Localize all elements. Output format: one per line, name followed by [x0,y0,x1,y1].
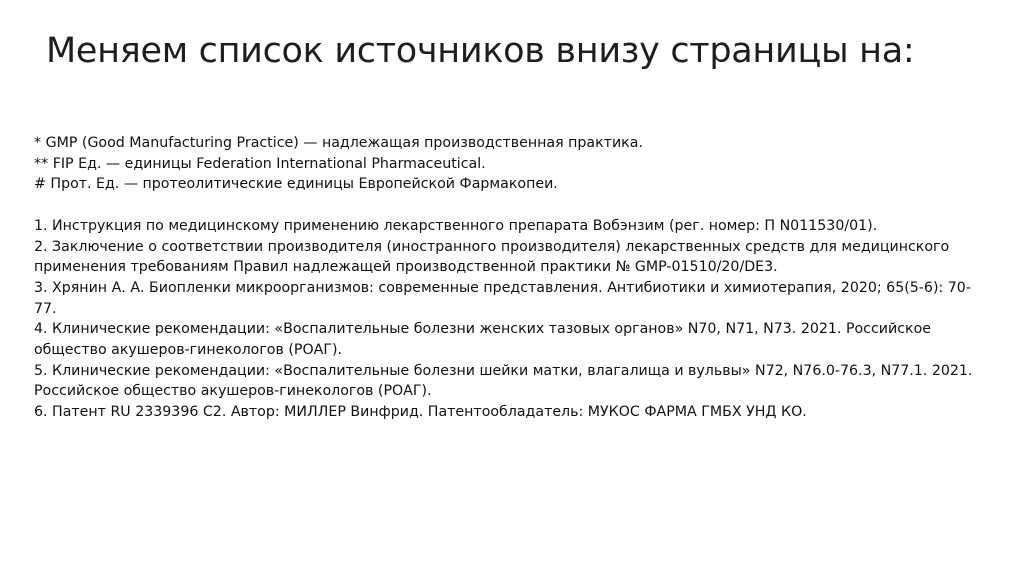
reference-3-line-1: 3. Хрянин А. А. Биопленки микроорганизмов: современные представления. Антибиотики и химиотерапия, 2020; 65(5-6): 70- [34,279,971,296]
reference-1: 1. Инструкция по медицинскому применению лекарственного препарата Вобэнзим (рег. номер: П N011530/01). [34,217,878,234]
reference-2-line-2: применения требованиям Правил надлежащей производственной практики № GMP-01510/20/DE3. [34,259,778,276]
footnote-gmp: * GMP (Good Manufacturing Practice) — надлежащая производственная практика. [34,135,643,151]
reference-4-line-1: 4. Клинические рекомендации: «Воспалительные болезни женских тазовых органов» N70, N71, N73. 2021. Российское [34,321,932,338]
reference-5-line-2: Российское общество акушеров-гинекологов (РОАГ). [34,383,432,400]
slide-body [34,133,973,423]
reference-3-line-2: 77. [34,300,57,317]
reference-5-line-1: 5. Клинические рекомендации: «Воспалительные болезни шейки матки, влагалища и вульвы» N72, N76.0-76.3, N77.1. 2021. [34,362,973,379]
paragraph-spacer [34,195,964,216]
reference-6: 6. Патент RU 2339396 C2. Автор: МИЛЛЕР Винфрид. Патентообладатель: МУКОС ФАРМА ГМБХ УНД КО. [34,404,807,421]
slide-title: Меняем список источников внизу страницы на: [46,31,915,71]
reference-2-line-1: 2. Заключение о соответствии производителя (иностранного производителя) лекарственных средств для медицинского [34,238,950,255]
reference-4-line-2: общество акушеров-гинекологов (РОАГ). [34,342,343,359]
footnote-prot: # Прот. Ед. — протеолитические единицы Европейской Фармакопеи. [34,176,558,193]
footnote-fip: ** FIP Ед. — единицы Federation International Pharmaceutical. [34,155,486,172]
